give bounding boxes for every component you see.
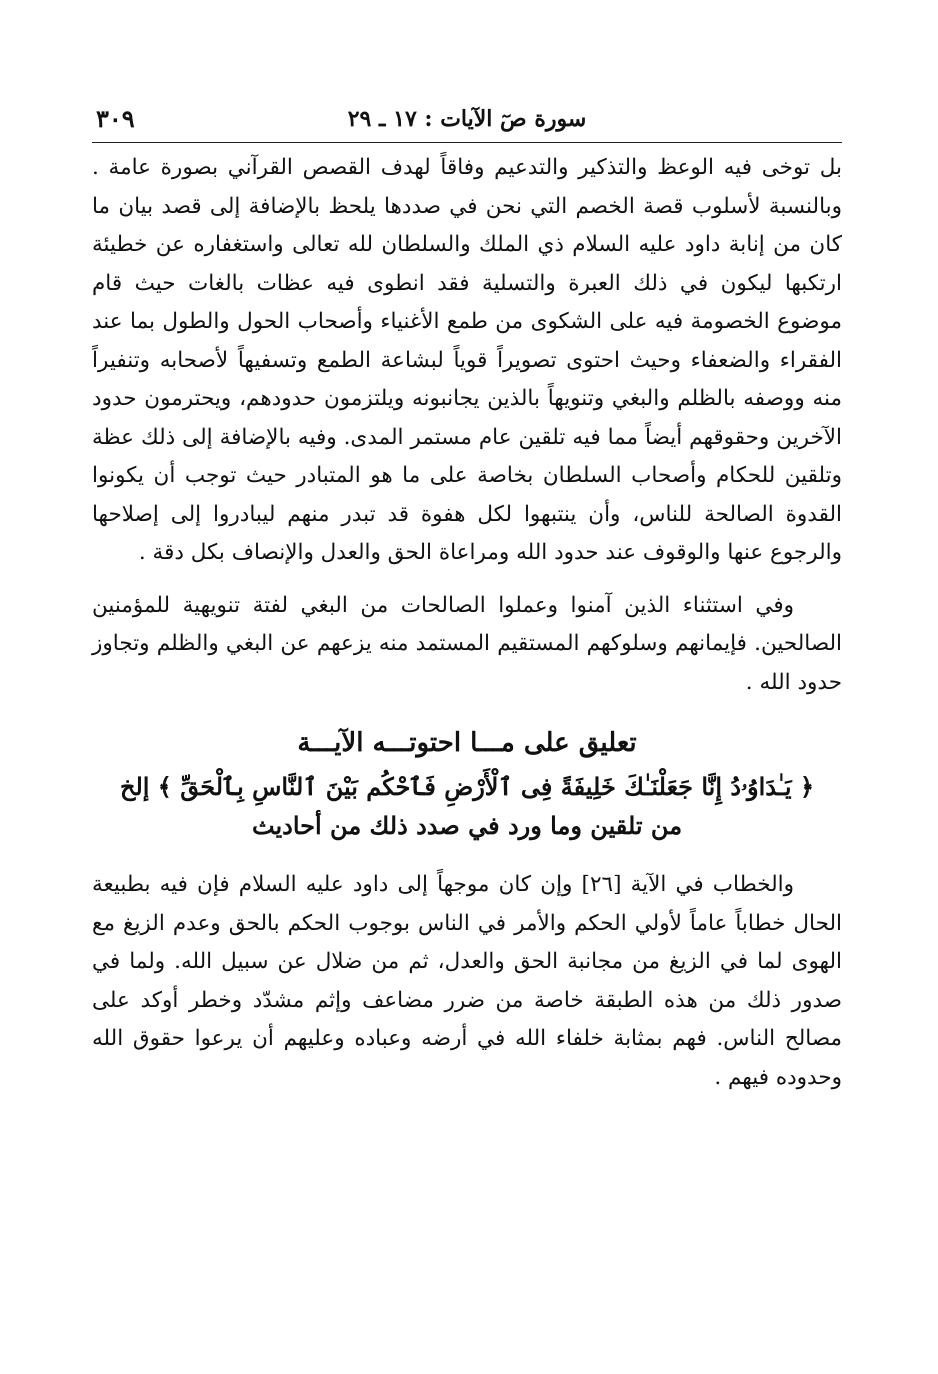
body-paragraph: والخطاب في الآية [٢٦] وإن كان موجهاً إلى داود عليه السلام فإن فيه بطبيعة الحال خطاباً عاماً لأولي الحكم والأمر في الناس بوجوب الحكم بالحق وعدم الزيغ مع الهوى لما في الزيغ من مجانبة الحق والعدل، ثم من ضلال عن سبيل الله. ولما في صدور ذلك من هذه الطبقة خاصة من ضرر مضاعف وإثم مشدّد وخطر أوكد على مصالح الناس. فهم بمثابة خلفاء الله في أرضه وعباده وعليهم أن يرعوا حقوق الله وحدوده فيهم . <box>92 872 842 1090</box>
page-header <box>92 100 842 143</box>
body-paragraph: بل توخى فيه الوعظ والتذكير والتدعيم وفاقاً لهدف القصص القرآني بصورة عامة . وبالنسبة لأسلوب قصة الخصم التي نحن في صددها يلحظ بالإضافة إلى قصد بيان ما كان من إنابة داود عليه السلام ذي الملك والسلطان لله تعالى واستغفاره عن خطيئة ارتكبها ليكون في ذلك العبرة والتسلية فقد انطوى فيه عظات بالغات حيث قام موضوع الخصومة فيه على الشكوى من طمع الأغنياء وأصحاب الحول والطول بما عند الفقراء والضعفاء وحيث احتوى تصويراً قوياً لبشاعة الطمع وتسفيهاً لأصحابه وتنفيراً منه ووصفه بالظلم والبغي وتنويهاً بالذين يجانبونه ويلتزمون حدودهم، ويحترمون حدود الآخرين وحقوقهم أيضاً مما فيه تلقين عام مستمر المدى. وفيه بالإضافة إلى ذلك عظة وتلقين للحكام وأصحاب السلطان بخاصة على ما هو المتبادر حيث توجب أن يكونوا القدوة الصالحة للناس، وأن ينتبهوا لكل هفوة قد تبدر منهم ليبادروا إلى إصلاحها والرجوع عنها والوقوف عند حدود الله ومراعاة الحق والعدل والإنصاف بكل دقة . <box>92 155 842 565</box>
section-heading-line: تعليق على مـــا احتوتـــه الآيـــة <box>297 728 637 758</box>
quran-verse-heading: ﴿ يَـٰدَاوُۥدُ إِنَّا جَعَلْنَـٰكَ خَلِيفَةً فِى ٱلْأَرْضِ فَٱحْكُم بَيْنَ ٱلنَّاسِ بِٱلْحَقِّ ﴾ إلخ <box>119 772 815 801</box>
page-number: ٣٠٩ <box>96 104 135 133</box>
running-title: سورة صٓ الآيات : ١٧ ـ ٢٩ <box>347 106 587 132</box>
section-heading <box>92 728 842 840</box>
body-paragraph: وفي استثناء الذين آمنوا وعملوا الصالحات من البغي لفتة تنويهية للمؤمنين الصالحين. فإيمانهم وسلوكهم المستقيم المستمد منه يزعهم عن البغي والظلم وتجاوز حدود الله . <box>92 592 842 695</box>
section-heading-line: من تلقين وما ورد في صدد ذلك من أحاديث <box>251 811 683 840</box>
book-page <box>92 100 842 1097</box>
